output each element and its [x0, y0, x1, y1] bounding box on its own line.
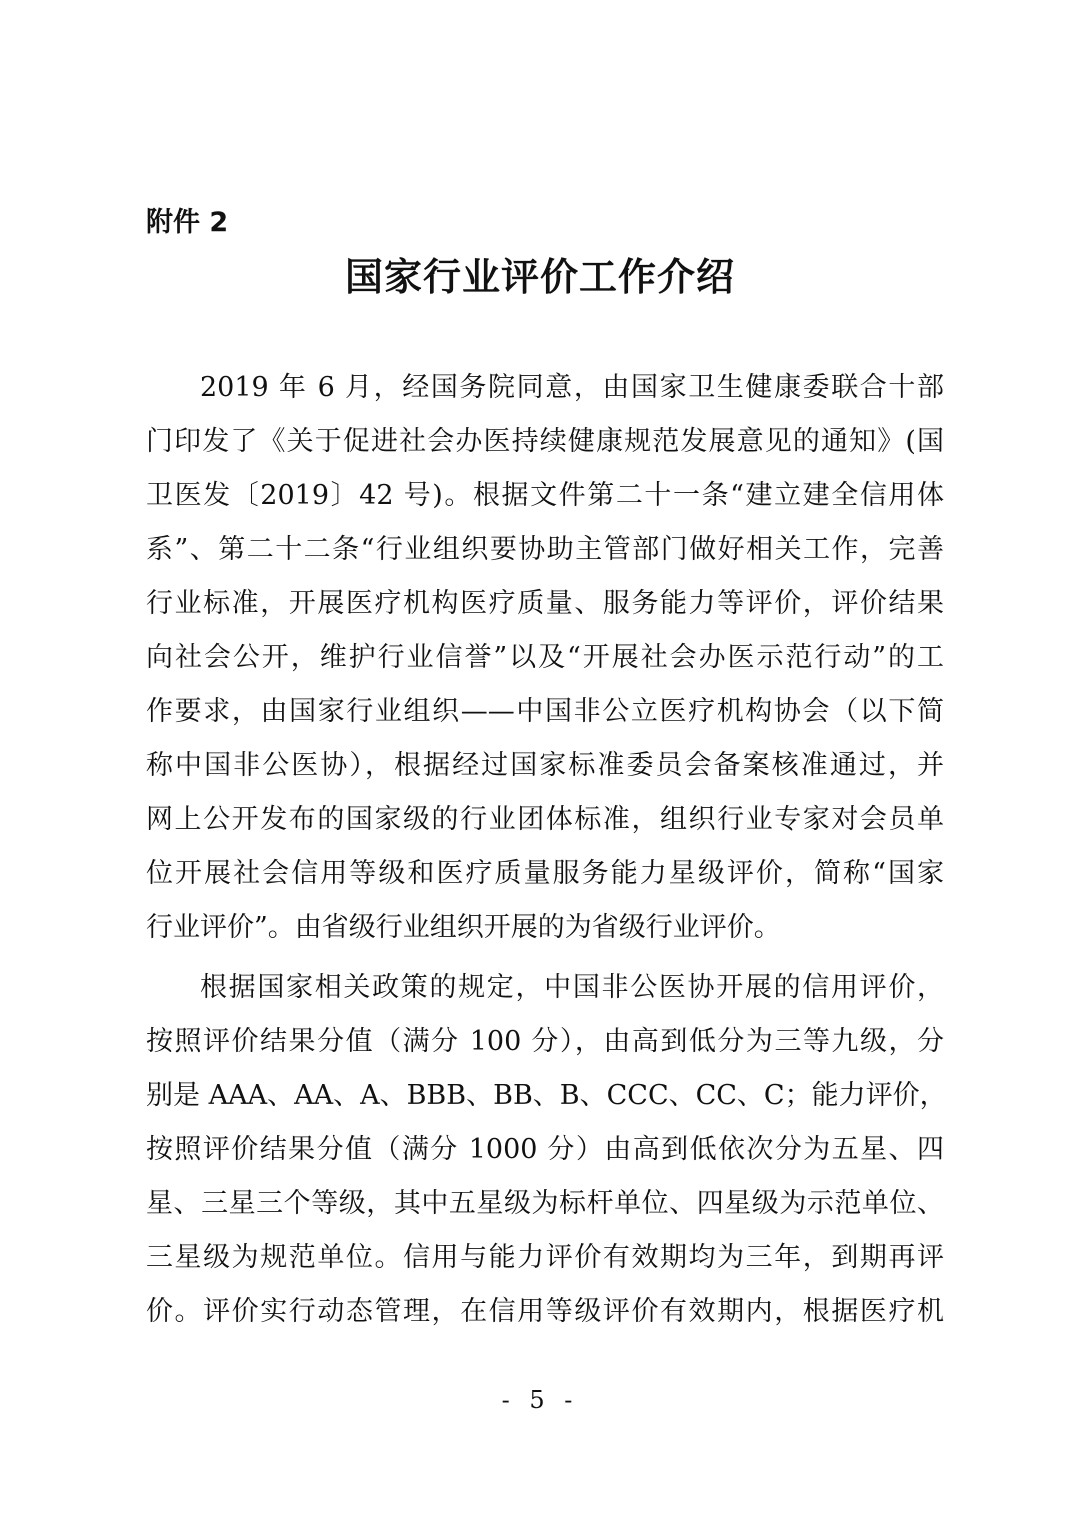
- document-title: 国家行业评价工作介绍: [344, 255, 735, 299]
- page-number: - 5 -: [501, 1386, 579, 1414]
- paragraph-line: 向社会公开，维护行业信誉”以及“开展社会办医示范行动”的工: [146, 642, 944, 673]
- attachment-label: 附件 2: [146, 207, 229, 238]
- paragraph-line: 系”、第二十二条“行业组织要协助主管部门做好相关工作，完善: [146, 534, 944, 565]
- paragraph-line: 称中国非公医协），根据经过国家标准委员会备案核准通过，并: [146, 750, 944, 781]
- paragraph-line: 价。评价实行动态管理，在信用等级评价有效期内，根据医疗机: [146, 1296, 944, 1327]
- paragraph-line: 网上公开发布的国家级的行业团体标准，组织行业专家对会员单: [146, 804, 944, 835]
- paragraph-line: 作要求，由国家行业组织——中国非公立医疗机构协会（以下简: [146, 696, 944, 727]
- paragraph-line: 行业标准，开展医疗机构医疗质量、服务能力等评价，评价结果: [146, 588, 944, 619]
- paragraph-line: 星、三星三个等级，其中五星级为标杆单位、四星级为示范单位、: [146, 1188, 944, 1219]
- paragraph-line: 位开展社会信用等级和医疗质量服务能力星级评价，简称“国家: [146, 858, 944, 889]
- paragraph-line: 按照评价结果分值（满分 100 分），由高到低分为三等九级，分: [146, 1026, 944, 1057]
- paragraph-line: 根据国家相关政策的规定，中国非公医协开展的信用评价，: [200, 972, 944, 1003]
- paragraph-line: 三星级为规范单位。信用与能力评价有效期均为三年，到期再评: [146, 1242, 944, 1273]
- paragraph-line: 卫医发〔2019〕42 号)。根据文件第二十一条“建立建全信用体: [146, 480, 944, 511]
- paragraph-line: 别是 AAA、AA、A、BBB、BB、B、CCC、CC、C；能力评价，: [146, 1080, 947, 1111]
- paragraph-line: 2019 年 6 月，经国务院同意，由国家卫生健康委联合十部: [200, 372, 944, 403]
- paragraph-line: 按照评价结果分值（满分 1000 分）由高到低依次分为五星、四: [146, 1134, 944, 1165]
- paragraph-line: 门印发了《关于促进社会办医持续健康规范发展意见的通知》(国: [146, 426, 944, 457]
- paragraph-line: 行业评价”。由省级行业组织开展的为省级行业评价。: [146, 912, 781, 943]
